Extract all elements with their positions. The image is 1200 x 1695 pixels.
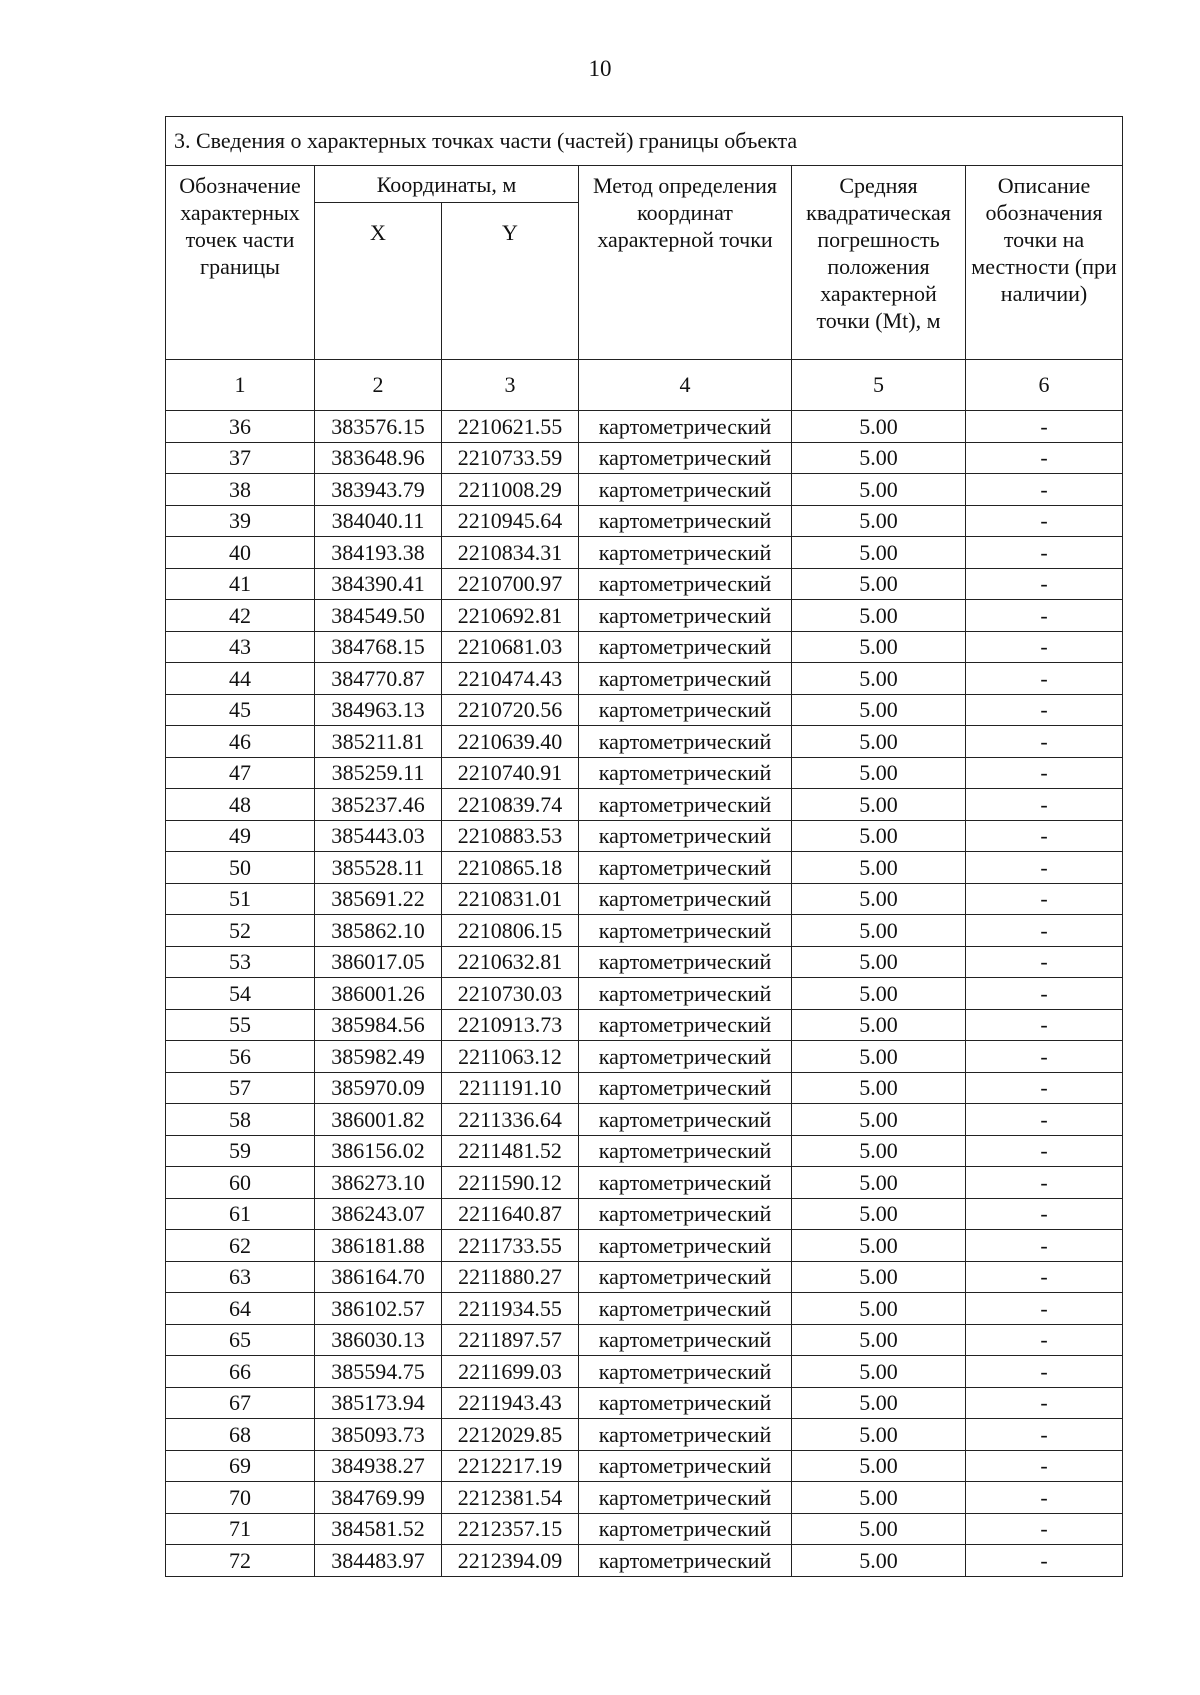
header-y: Y xyxy=(442,203,579,360)
method-cell: картометрический xyxy=(579,946,792,978)
description-cell: - xyxy=(966,1230,1123,1262)
point-number-cell: 70 xyxy=(166,1482,315,1514)
x-coordinate-cell: 384768.15 xyxy=(315,631,442,663)
table-row xyxy=(166,820,1123,852)
description-cell: - xyxy=(966,946,1123,978)
x-coordinate-cell: 386001.82 xyxy=(315,1104,442,1136)
point-number-cell: 58 xyxy=(166,1104,315,1136)
description-cell: - xyxy=(966,442,1123,474)
x-coordinate-cell: 385594.75 xyxy=(315,1356,442,1388)
y-coordinate-cell: 2211733.55 xyxy=(442,1230,579,1262)
point-number-cell: 68 xyxy=(166,1419,315,1451)
description-cell: - xyxy=(966,694,1123,726)
page-number: 10 xyxy=(588,56,612,81)
point-number-cell: 54 xyxy=(166,978,315,1010)
point-number-cell: 39 xyxy=(166,505,315,537)
method-cell: картометрический xyxy=(579,726,792,758)
error-cell: 5.00 xyxy=(792,1261,966,1293)
description-cell: - xyxy=(966,1198,1123,1230)
point-number-cell: 53 xyxy=(166,946,315,978)
description-cell: - xyxy=(966,1167,1123,1199)
point-number-cell: 62 xyxy=(166,1230,315,1262)
error-cell: 5.00 xyxy=(792,852,966,884)
header-method: Метод определения координат характерной точки xyxy=(579,166,792,360)
column-number: 2 xyxy=(315,360,442,411)
table-row xyxy=(166,1009,1123,1041)
description-cell: - xyxy=(966,474,1123,506)
x-coordinate-cell: 386273.10 xyxy=(315,1167,442,1199)
method-cell: картометрический xyxy=(579,1198,792,1230)
method-cell: картометрический xyxy=(579,852,792,884)
method-cell: картометрический xyxy=(579,915,792,947)
point-number-cell: 37 xyxy=(166,442,315,474)
point-number-cell: 49 xyxy=(166,820,315,852)
point-number-cell: 63 xyxy=(166,1261,315,1293)
x-coordinate-cell: 385528.11 xyxy=(315,852,442,884)
method-cell: картометрический xyxy=(579,978,792,1010)
x-coordinate-cell: 384549.50 xyxy=(315,600,442,632)
description-cell: - xyxy=(966,789,1123,821)
table-row xyxy=(166,537,1123,569)
point-number-cell: 48 xyxy=(166,789,315,821)
method-cell: картометрический xyxy=(579,1419,792,1451)
point-number-cell: 59 xyxy=(166,1135,315,1167)
description-cell: - xyxy=(966,537,1123,569)
y-coordinate-cell: 2210700.97 xyxy=(442,568,579,600)
description-cell: - xyxy=(966,978,1123,1010)
table-body xyxy=(166,117,1123,1577)
y-coordinate-cell: 2212394.09 xyxy=(442,1545,579,1577)
x-coordinate-cell: 385093.73 xyxy=(315,1419,442,1451)
y-coordinate-cell: 2211943.43 xyxy=(442,1387,579,1419)
x-coordinate-cell: 384938.27 xyxy=(315,1450,442,1482)
method-cell: картометрический xyxy=(579,694,792,726)
description-cell: - xyxy=(966,915,1123,947)
error-cell: 5.00 xyxy=(792,883,966,915)
description-cell: - xyxy=(966,1009,1123,1041)
table-row xyxy=(166,1135,1123,1167)
method-cell: картометрический xyxy=(579,1261,792,1293)
y-coordinate-cell: 2211481.52 xyxy=(442,1135,579,1167)
description-cell: - xyxy=(966,1135,1123,1167)
description-cell: - xyxy=(966,1482,1123,1514)
method-cell: картометрический xyxy=(579,1293,792,1325)
description-cell: - xyxy=(966,1356,1123,1388)
x-coordinate-cell: 384963.13 xyxy=(315,694,442,726)
point-number-cell: 67 xyxy=(166,1387,315,1419)
y-coordinate-cell: 2210632.81 xyxy=(442,946,579,978)
x-coordinate-cell: 384483.97 xyxy=(315,1545,442,1577)
table-row xyxy=(166,505,1123,537)
error-cell: 5.00 xyxy=(792,789,966,821)
method-cell: картометрический xyxy=(579,631,792,663)
y-coordinate-cell: 2210883.53 xyxy=(442,820,579,852)
error-cell: 5.00 xyxy=(792,1135,966,1167)
method-cell: картометрический xyxy=(579,1009,792,1041)
x-coordinate-cell: 385970.09 xyxy=(315,1072,442,1104)
table-row xyxy=(166,1293,1123,1325)
header-designation: Обозначение характерных точек части границы xyxy=(166,166,315,360)
y-coordinate-cell: 2210720.56 xyxy=(442,694,579,726)
x-coordinate-cell: 384390.41 xyxy=(315,568,442,600)
y-coordinate-cell: 2211590.12 xyxy=(442,1167,579,1199)
column-number: 5 xyxy=(792,360,966,411)
y-coordinate-cell: 2211008.29 xyxy=(442,474,579,506)
x-coordinate-cell: 385862.10 xyxy=(315,915,442,947)
error-cell: 5.00 xyxy=(792,1009,966,1041)
error-cell: 5.00 xyxy=(792,411,966,443)
error-cell: 5.00 xyxy=(792,1293,966,1325)
point-number-cell: 57 xyxy=(166,1072,315,1104)
error-cell: 5.00 xyxy=(792,1324,966,1356)
table-row xyxy=(166,1450,1123,1482)
error-cell: 5.00 xyxy=(792,537,966,569)
error-cell: 5.00 xyxy=(792,1167,966,1199)
table-row xyxy=(166,978,1123,1010)
table-row xyxy=(166,757,1123,789)
x-coordinate-cell: 384769.99 xyxy=(315,1482,442,1514)
error-cell: 5.00 xyxy=(792,978,966,1010)
x-coordinate-cell: 383943.79 xyxy=(315,474,442,506)
point-number-cell: 44 xyxy=(166,663,315,695)
y-coordinate-cell: 2211880.27 xyxy=(442,1261,579,1293)
description-cell: - xyxy=(966,600,1123,632)
description-cell: - xyxy=(966,1545,1123,1577)
point-number-cell: 42 xyxy=(166,600,315,632)
table-row xyxy=(166,915,1123,947)
table-row xyxy=(166,411,1123,443)
x-coordinate-cell: 386181.88 xyxy=(315,1230,442,1262)
table-row xyxy=(166,663,1123,695)
error-cell: 5.00 xyxy=(792,946,966,978)
table-row xyxy=(166,1167,1123,1199)
y-coordinate-cell: 2211191.10 xyxy=(442,1072,579,1104)
x-coordinate-cell: 386001.26 xyxy=(315,978,442,1010)
table-row xyxy=(166,442,1123,474)
method-cell: картометрический xyxy=(579,1041,792,1073)
error-cell: 5.00 xyxy=(792,1230,966,1262)
error-cell: 5.00 xyxy=(792,474,966,506)
method-cell: картометрический xyxy=(579,474,792,506)
section-title: 3. Сведения о характерных точках части (частей) границы объекта xyxy=(166,117,1123,166)
point-number-cell: 69 xyxy=(166,1450,315,1482)
point-number-cell: 38 xyxy=(166,474,315,506)
method-cell: картометрический xyxy=(579,820,792,852)
error-cell: 5.00 xyxy=(792,726,966,758)
error-cell: 5.00 xyxy=(792,757,966,789)
error-cell: 5.00 xyxy=(792,505,966,537)
description-cell: - xyxy=(966,757,1123,789)
x-coordinate-cell: 385984.56 xyxy=(315,1009,442,1041)
table-row xyxy=(166,1230,1123,1262)
method-cell: картометрический xyxy=(579,1387,792,1419)
description-cell: - xyxy=(966,631,1123,663)
point-number-cell: 61 xyxy=(166,1198,315,1230)
point-number-cell: 52 xyxy=(166,915,315,947)
method-cell: картометрический xyxy=(579,537,792,569)
x-coordinate-cell: 385259.11 xyxy=(315,757,442,789)
table-row xyxy=(166,1041,1123,1073)
y-coordinate-cell: 2211063.12 xyxy=(442,1041,579,1073)
y-coordinate-cell: 2210834.31 xyxy=(442,537,579,569)
header-x: X xyxy=(315,203,442,360)
y-coordinate-cell: 2211336.64 xyxy=(442,1104,579,1136)
point-number-cell: 64 xyxy=(166,1293,315,1325)
point-number-cell: 55 xyxy=(166,1009,315,1041)
x-coordinate-cell: 385691.22 xyxy=(315,883,442,915)
description-cell: - xyxy=(966,1072,1123,1104)
method-cell: картометрический xyxy=(579,757,792,789)
point-number-cell: 41 xyxy=(166,568,315,600)
y-coordinate-cell: 2212357.15 xyxy=(442,1513,579,1545)
table-row xyxy=(166,852,1123,884)
error-cell: 5.00 xyxy=(792,1041,966,1073)
table-row xyxy=(166,1104,1123,1136)
point-number-cell: 65 xyxy=(166,1324,315,1356)
y-coordinate-cell: 2210831.01 xyxy=(442,883,579,915)
column-number: 1 xyxy=(166,360,315,411)
method-cell: картометрический xyxy=(579,1072,792,1104)
x-coordinate-cell: 386243.07 xyxy=(315,1198,442,1230)
x-coordinate-cell: 386030.13 xyxy=(315,1324,442,1356)
section-title-row xyxy=(166,117,1123,166)
table-row xyxy=(166,789,1123,821)
table-row xyxy=(166,1324,1123,1356)
method-cell: картометрический xyxy=(579,789,792,821)
description-cell: - xyxy=(966,1293,1123,1325)
y-coordinate-cell: 2211934.55 xyxy=(442,1293,579,1325)
description-cell: - xyxy=(966,820,1123,852)
error-cell: 5.00 xyxy=(792,1545,966,1577)
point-number-cell: 40 xyxy=(166,537,315,569)
y-coordinate-cell: 2211699.03 xyxy=(442,1356,579,1388)
y-coordinate-cell: 2211897.57 xyxy=(442,1324,579,1356)
method-cell: картометрический xyxy=(579,1450,792,1482)
table-row xyxy=(166,1072,1123,1104)
table-row xyxy=(166,1482,1123,1514)
method-cell: картометрический xyxy=(579,411,792,443)
y-coordinate-cell: 2212029.85 xyxy=(442,1419,579,1451)
y-coordinate-cell: 2212381.54 xyxy=(442,1482,579,1514)
error-cell: 5.00 xyxy=(792,1513,966,1545)
x-coordinate-cell: 384040.11 xyxy=(315,505,442,537)
error-cell: 5.00 xyxy=(792,631,966,663)
description-cell: - xyxy=(966,1261,1123,1293)
description-cell: - xyxy=(966,1104,1123,1136)
y-coordinate-cell: 2210913.73 xyxy=(442,1009,579,1041)
column-number: 3 xyxy=(442,360,579,411)
description-cell: - xyxy=(966,1513,1123,1545)
description-cell: - xyxy=(966,411,1123,443)
point-number-cell: 50 xyxy=(166,852,315,884)
y-coordinate-cell: 2212217.19 xyxy=(442,1450,579,1482)
point-number-cell: 72 xyxy=(166,1545,315,1577)
x-coordinate-cell: 384770.87 xyxy=(315,663,442,695)
table-row xyxy=(166,568,1123,600)
point-number-cell: 66 xyxy=(166,1356,315,1388)
y-coordinate-cell: 2210621.55 xyxy=(442,411,579,443)
y-coordinate-cell: 2210730.03 xyxy=(442,978,579,1010)
method-cell: картометрический xyxy=(579,883,792,915)
description-cell: - xyxy=(966,505,1123,537)
y-coordinate-cell: 2210806.15 xyxy=(442,915,579,947)
y-coordinate-cell: 2210474.43 xyxy=(442,663,579,695)
point-number-cell: 46 xyxy=(166,726,315,758)
description-cell: - xyxy=(966,1324,1123,1356)
method-cell: картометрический xyxy=(579,442,792,474)
x-coordinate-cell: 383648.96 xyxy=(315,442,442,474)
method-cell: картометрический xyxy=(579,1545,792,1577)
table-row xyxy=(166,1387,1123,1419)
point-number-cell: 71 xyxy=(166,1513,315,1545)
point-number-cell: 60 xyxy=(166,1167,315,1199)
error-cell: 5.00 xyxy=(792,1387,966,1419)
error-cell: 5.00 xyxy=(792,663,966,695)
header-coordinates: Координаты, м xyxy=(315,166,579,203)
y-coordinate-cell: 2211640.87 xyxy=(442,1198,579,1230)
boundary-points-table xyxy=(165,116,1123,1577)
point-number-cell: 45 xyxy=(166,694,315,726)
error-cell: 5.00 xyxy=(792,915,966,947)
table-row xyxy=(166,1356,1123,1388)
description-cell: - xyxy=(966,568,1123,600)
error-cell: 5.00 xyxy=(792,820,966,852)
y-coordinate-cell: 2210839.74 xyxy=(442,789,579,821)
error-cell: 5.00 xyxy=(792,1356,966,1388)
x-coordinate-cell: 385982.49 xyxy=(315,1041,442,1073)
error-cell: 5.00 xyxy=(792,600,966,632)
column-number-row xyxy=(166,360,1123,411)
error-cell: 5.00 xyxy=(792,1072,966,1104)
method-cell: картометрический xyxy=(579,1167,792,1199)
point-number-cell: 56 xyxy=(166,1041,315,1073)
x-coordinate-cell: 383576.15 xyxy=(315,411,442,443)
column-number: 4 xyxy=(579,360,792,411)
y-coordinate-cell: 2210639.40 xyxy=(442,726,579,758)
x-coordinate-cell: 385237.46 xyxy=(315,789,442,821)
x-coordinate-cell: 386164.70 xyxy=(315,1261,442,1293)
point-number-cell: 47 xyxy=(166,757,315,789)
y-coordinate-cell: 2210692.81 xyxy=(442,600,579,632)
table-row xyxy=(166,474,1123,506)
method-cell: картометрический xyxy=(579,505,792,537)
point-number-cell: 43 xyxy=(166,631,315,663)
x-coordinate-cell: 384581.52 xyxy=(315,1513,442,1545)
y-coordinate-cell: 2210945.64 xyxy=(442,505,579,537)
x-coordinate-cell: 385443.03 xyxy=(315,820,442,852)
method-cell: картометрический xyxy=(579,1356,792,1388)
header-error: Средняя квадратическая погрешность положения характерной точки (Mt), м xyxy=(792,166,966,360)
method-cell: картометрический xyxy=(579,1324,792,1356)
table-row xyxy=(166,883,1123,915)
table-row xyxy=(166,1513,1123,1545)
x-coordinate-cell: 384193.38 xyxy=(315,537,442,569)
point-number-cell: 36 xyxy=(166,411,315,443)
method-cell: картометрический xyxy=(579,663,792,695)
table-row xyxy=(166,1545,1123,1577)
error-cell: 5.00 xyxy=(792,694,966,726)
method-cell: картометрический xyxy=(579,1482,792,1514)
header-description: Описание обозначения точки на местности (при наличии) xyxy=(966,166,1123,360)
x-coordinate-cell: 385211.81 xyxy=(315,726,442,758)
description-cell: - xyxy=(966,883,1123,915)
table-row xyxy=(166,1419,1123,1451)
error-cell: 5.00 xyxy=(792,568,966,600)
table-row xyxy=(166,694,1123,726)
description-cell: - xyxy=(966,1450,1123,1482)
error-cell: 5.00 xyxy=(792,1450,966,1482)
y-coordinate-cell: 2210740.91 xyxy=(442,757,579,789)
y-coordinate-cell: 2210865.18 xyxy=(442,852,579,884)
x-coordinate-cell: 386017.05 xyxy=(315,946,442,978)
table-row xyxy=(166,946,1123,978)
method-cell: картометрический xyxy=(579,1104,792,1136)
error-cell: 5.00 xyxy=(792,1198,966,1230)
error-cell: 5.00 xyxy=(792,1104,966,1136)
method-cell: картометрический xyxy=(579,1230,792,1262)
description-cell: - xyxy=(966,1387,1123,1419)
y-coordinate-cell: 2210681.03 xyxy=(442,631,579,663)
method-cell: картометрический xyxy=(579,600,792,632)
y-coordinate-cell: 2210733.59 xyxy=(442,442,579,474)
description-cell: - xyxy=(966,726,1123,758)
method-cell: картометрический xyxy=(579,1135,792,1167)
description-cell: - xyxy=(966,852,1123,884)
error-cell: 5.00 xyxy=(792,1482,966,1514)
method-cell: картометрический xyxy=(579,1513,792,1545)
method-cell: картометрический xyxy=(579,568,792,600)
description-cell: - xyxy=(966,1041,1123,1073)
description-cell: - xyxy=(966,663,1123,695)
table-row xyxy=(166,600,1123,632)
x-coordinate-cell: 385173.94 xyxy=(315,1387,442,1419)
x-coordinate-cell: 386102.57 xyxy=(315,1293,442,1325)
error-cell: 5.00 xyxy=(792,1419,966,1451)
header-row xyxy=(166,166,1123,203)
table-row xyxy=(166,1198,1123,1230)
description-cell: - xyxy=(966,1419,1123,1451)
error-cell: 5.00 xyxy=(792,442,966,474)
table-row xyxy=(166,1261,1123,1293)
table-row xyxy=(166,631,1123,663)
x-coordinate-cell: 386156.02 xyxy=(315,1135,442,1167)
table-row xyxy=(166,726,1123,758)
column-number: 6 xyxy=(966,360,1123,411)
point-number-cell: 51 xyxy=(166,883,315,915)
